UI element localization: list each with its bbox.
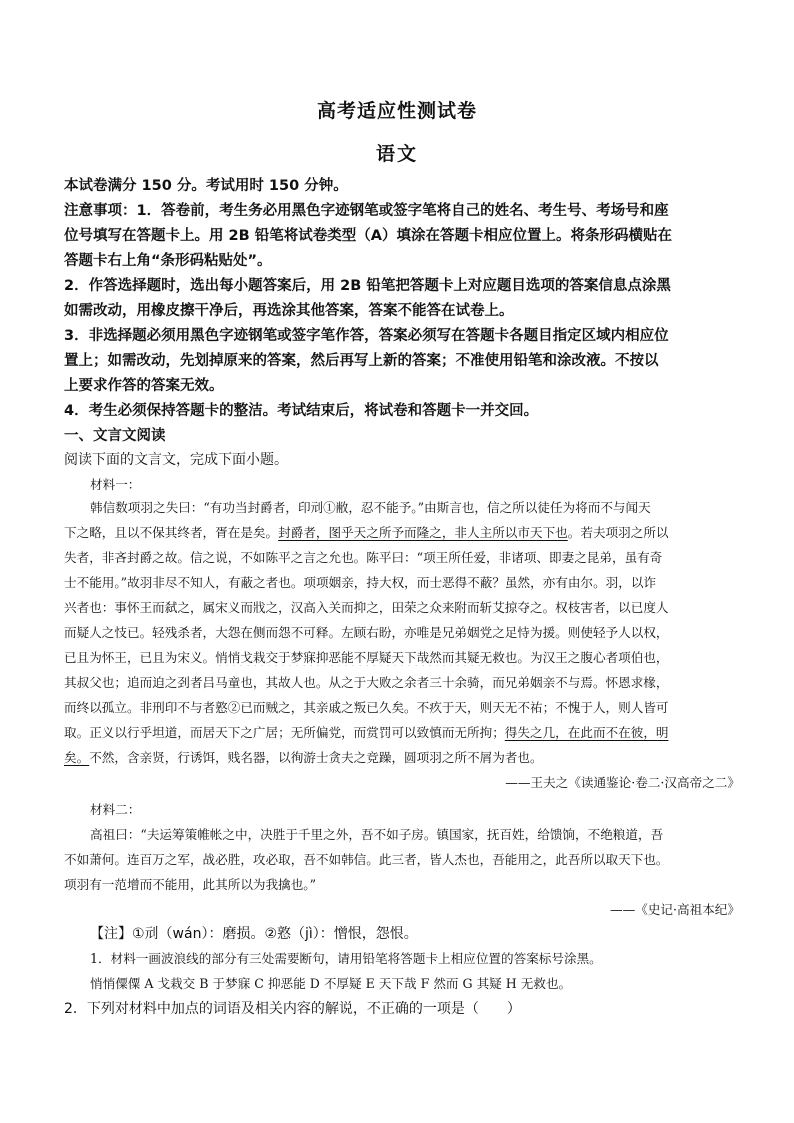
question-1-options: 悄悄僳僳 A 戈栽交 B 于梦寐 C 抑恶能 D 不厚疑 E 天下哉 F 然而 G 其疑 H 无救也。 [90, 976, 572, 991]
text-segment: 下之略，且以不保其终者，胥在是矣。 [64, 525, 279, 540]
text-segment: 取。正义以行乎坦道，而居天下之广居；无所偏党，而赏罚可以致慎而无所拘； [64, 725, 505, 740]
material1-line [64, 747, 740, 766]
question-2: 2．下列对材料中加点的词语及相关内容的解说，不正确的一项是（ ） [64, 1001, 521, 1017]
material1-line: 韩信数项羽之失曰：“有功当封爵者，印刓①敝，忍不能予。”由斯言也，信之所以徒任为将而不与闻天 [90, 500, 651, 515]
underlined-sentence: 封爵者，图乎天之所予而隆之，非人主所以市天下也 [278, 525, 568, 540]
notice-line-8: 置上；如需改动，先划掉原来的答案，然后再写上新的答案；不准使用铅笔和涂改液。不按以 [64, 353, 659, 369]
section-heading: 一、文言文阅读 [64, 428, 166, 444]
notice-line-10: 4．考生必须保持答题卡的整洁。考试结束后，将试卷和答题卡一并交回。 [64, 403, 539, 419]
underlined-sentence: 得失之几，在此而不在彼，明 [504, 725, 669, 740]
material1-line: 士不能用。”故羽非尽不知人，有蔽之者也。项项姻亲，持大权，而士恶得不蔽？虽然，亦有由尔。羽，以诈 [64, 575, 657, 590]
material1-line [64, 647, 740, 666]
material2-line: 高祖曰：“夫运筹策帷帐之中，决胜于千里之外，吾不如子房。镇国家，抚百姓，给馈饷，不绝粮道，吾 [90, 827, 664, 842]
notice-line-6: 如需改动，用橡皮擦干净后，再选涂其他答案，答案不能答在试卷上。 [64, 303, 514, 319]
notice-line-4: 答题卡右上角“条形码粘贴处”。 [64, 253, 272, 269]
text-segment: 已且为怀王，已且为宋义。 [64, 650, 216, 665]
material1-label: 材料一： [90, 477, 141, 492]
material1-line: 兴者也：事怀王而弑之，属宋义而戕之，汉高入关而抑之，田荣之众来附而斩艾掠夺之。权枝害者，以已度人 [64, 600, 669, 615]
notice-line-5: 2．作答选择题时，选出每小题答案后，用 2B 铅笔把答题卡上对应题目选项的答案信息点涂黑 [64, 278, 671, 294]
material2-line: 不如萧何。连百万之军，战必胜，攻必取，吾不如韩信。此三者，皆人杰也，吾能用之，此吾所以取天下也。 [64, 852, 669, 867]
text-segment: 。为汉王之腹心者项伯也， [517, 650, 669, 665]
material1-line: 失者，非吝封爵之故。信之说，不如陈平之言之允也。陈平曰：“项王所任爱，非诸项、即妻之昆弟，虽有奇 [64, 550, 663, 565]
notice-line-7: 3．非选择题必须用黑色字迹钢笔或签字笔作答，答案必须写在答题卡各题目指定区域内相应位 [64, 328, 669, 344]
underlined-sentence: 矣。 [64, 750, 90, 765]
text-segment: 。若夫项羽之所以 [567, 525, 669, 540]
question-1: 1．材料一画波浪线的部分有三处需要断句，请用铅笔将答题卡上相应位置的答案标号涂黑。 [90, 951, 602, 966]
material2-line: 项羽有一范增而不能用，此其所以为我擒也。” [64, 877, 317, 892]
subject-title: 语文 [375, 143, 418, 165]
material1-line [64, 522, 740, 541]
material1-line: 而终以孤立。非刑印不与者憝②已而贼之，其亲戚之叛已久矣。不疚于天，则天无不祐；不愧于人，则人皆可 [64, 700, 669, 715]
material1-line: 而疑人之忮已。轻残杀者，大怨在侧而怨不可释。左顾右盼，亦唯是兄弟姻党之足恃为援。则使轻予人以权， [64, 625, 669, 640]
notice-line-1: 本试卷满分 150 分。考试用时 150 分钟。 [64, 178, 348, 194]
notice-line-2: 注意事项：1．答卷前，考生务必用黑色字迹钢笔或签字笔将自己的姓名、考生号、考场号和座 [64, 203, 669, 219]
wavy-underlined-sentence: 悄悄戈栽交于梦寐抑恶能不厚疑天下哉然而其疑无救也 [215, 650, 518, 665]
notice-line-3: 位号填写在答题卡上。用 2B 铅笔将试卷类型（A）填涂在答题卡相应位置上。将条形码横贴在 [64, 228, 672, 244]
material2-source: ——《史记·高祖本纪》 [610, 902, 740, 917]
notice-line-9: 上要求作答的答案无效。 [64, 378, 224, 394]
material2-label: 材料二： [90, 802, 141, 817]
material1-line [64, 722, 740, 741]
material1-source: ——王夫之《读通鉴论·卷二·汉高帝之二》 [505, 775, 740, 790]
material1-line: 其叔父也；追而迫之刭者吕马童也，其故人也。从之于大败之余者三十余骑，而兄弟姻亲不与焉。怀恩求椽， [64, 675, 669, 690]
exam-title: 高考适应性测试卷 [316, 100, 477, 122]
annotation-note: 【注】①刓（wán）：磨损。②憝（jì）：憎恨，怨恨。 [90, 926, 418, 942]
text-segment: 不然，含亲贤，行诱饵，贱名器，以徇游士贪夫之竞躁，圆项羽之所不屑为者也。 [89, 750, 543, 765]
section-instruction: 阅读下面的文言文，完成下面小题。 [64, 452, 288, 468]
